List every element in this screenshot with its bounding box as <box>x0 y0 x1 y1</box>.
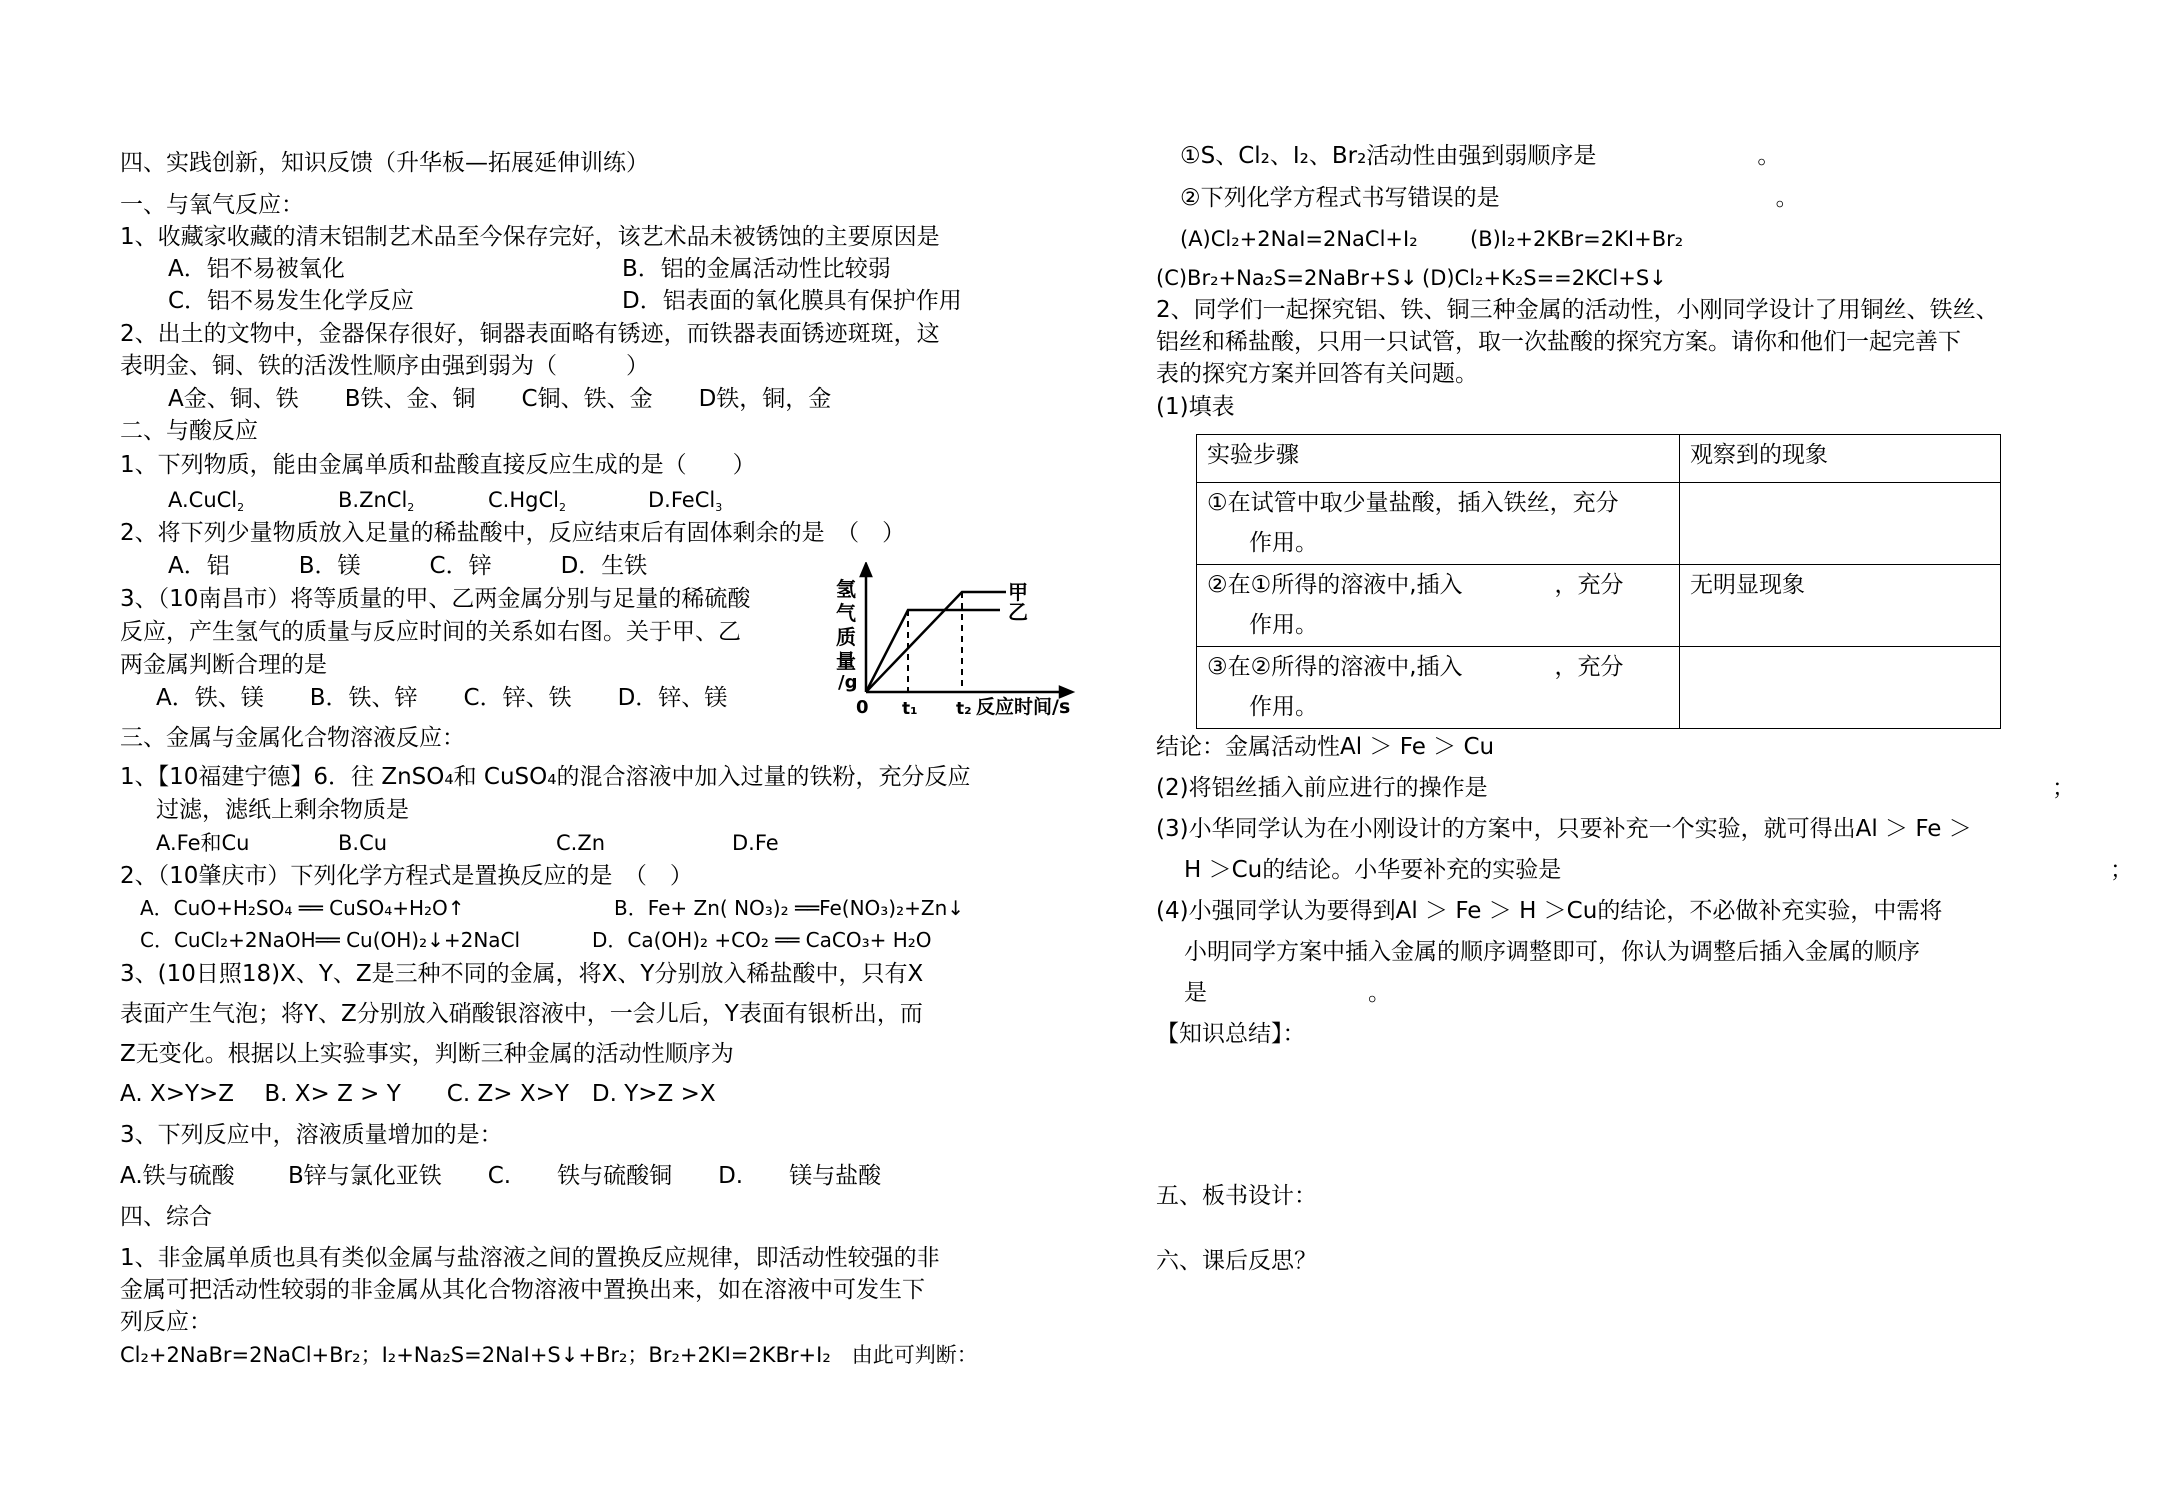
fill-table-label: (1)填表 <box>1156 394 1235 420</box>
sol-q1-option-a: A.Fe和Cu <box>156 831 250 855</box>
oxygen-section-title: 一、与氧气反应： <box>120 192 304 218</box>
graph-ylabel-4: 量 <box>836 649 856 673</box>
wrong-equation-question: ②下列化学方程式书写错误的是 。 <box>1180 185 1799 211</box>
acid-question-3-line1: 3、（10南昌市）将等质量的甲、乙两金属分别与足量的稀硫酸 <box>120 586 751 612</box>
q1-option-b: B．铝的金属活动性比较弱 <box>622 256 891 282</box>
observation-cell-2: 无明显现象 <box>1680 565 2001 647</box>
acid-q1-option-b: B.ZnCl$_2$ <box>338 488 415 514</box>
solution-section-title: 三、金属与金属化合物溶液反应： <box>120 725 465 751</box>
solution-question-4-options: A.铁与硫酸 B锌与氯化亚铁 C. 铁与硫酸铜 D. 镁与盐酸 <box>120 1163 882 1189</box>
part-2-end: ； <box>2052 775 2075 801</box>
acid-question-1: 1、下列物质，能由金属单质和盐酸直接反应生成的是（ ） <box>120 452 756 478</box>
graph-ylabel-2: 气 <box>836 601 856 625</box>
sol-q2-option-a: A．CuO+H₂SO₄ ══ CuSO₄+H₂O↑ <box>140 896 465 920</box>
section-4-title: 四、实践创新，知识反馈（升华板—拓展延伸训练） <box>120 150 649 176</box>
table-header-step: 实验步骤 <box>1197 435 1680 483</box>
part-3-line1: (3)小华同学认为在小刚设计的方案中，只要补充一个实验，就可得出Al ＞ Fe ＞ <box>1156 816 1972 842</box>
observation-cell-3[interactable] <box>1680 647 2001 729</box>
table-row <box>1197 647 2001 729</box>
step-cell-1 <box>1197 483 1680 565</box>
step-2-line1: ②在①所得的溶液中,插入 ，充分 <box>1207 572 1624 598</box>
step-3-line1: ③在②所得的溶液中,插入 ，充分 <box>1207 654 1624 680</box>
sol-q1-option-b: B.Cu <box>338 831 388 855</box>
part-4-line3: 是 。 <box>1184 980 1391 1006</box>
experiment-table <box>1196 434 2001 729</box>
hydrogen-mass-graph <box>830 562 1092 718</box>
graph-t2: t₂ <box>956 699 972 718</box>
equation-option-c: (C)Br₂+Na₂S=2NaBr+S↓ <box>1156 266 1418 290</box>
table-header-observation: 观察到的现象 <box>1680 435 2001 483</box>
acid-question-3-line3: 两金属判断合理的是 <box>120 652 327 678</box>
solution-question-3-line2: 表面产生气泡；将Y、Z分别放入硝酸银溶液中，一会儿后，Y表面有银析出，而 <box>120 1001 923 1027</box>
step-2-line2: 作用。 <box>1249 612 1318 638</box>
solution-question-1-line1: 1、【10福建宁德】6．往 ZnSO₄和 CuSO₄的混合溶液中加入过量的铁粉，充分反应 <box>120 764 971 790</box>
solution-question-3-line1: 3、(10日照18)X、Y、Z是三种不同的金属，将X、Y分别放入稀盐酸中，只有X <box>120 961 924 987</box>
graph-origin: 0 <box>856 697 869 718</box>
part-4-line1: (4)小强同学认为要得到Al ＞ Fe ＞ H ＞Cu的结论，不必做补充实验，中需将 <box>1156 898 1943 924</box>
equation-option-a: (A)Cl₂+2NaI=2NaCl+I₂ <box>1180 227 1418 251</box>
acid-question-3-line2: 反应，产生氢气的质量与反应时间的关系如右图。关于甲、乙 <box>120 619 741 645</box>
sol-q2-option-d: D．Ca(OH)₂ +CO₂ ══ CaCO₃+ H₂O <box>592 928 932 952</box>
section-5-title: 五、板书设计： <box>1156 1183 1317 1209</box>
graph-ylabel-3: 质 <box>836 625 856 649</box>
halogen-order-question: ①S、Cl₂、I₂、Br₂活动性由强到弱顺序是 。 <box>1180 143 1781 169</box>
step-1-line2: 作用。 <box>1249 530 1318 556</box>
acid-question-3-options: A．铁、镁 B．铁、锌 C．锌、铁 D．锌、镁 <box>156 685 728 711</box>
sol-q1-option-d: D.Fe <box>732 831 779 855</box>
q1-option-a: A．铝不易被氧化 <box>168 256 345 282</box>
solution-question-2: 2、（10肇庆市）下列化学方程式是置换反应的是 （ ） <box>120 863 693 889</box>
section-6-title: 六、课后反思？ <box>1156 1248 1317 1274</box>
graph-xlabel: 反应时间/s <box>976 696 1071 718</box>
comprehensive-question-1-line2: 金属可把活动性较弱的非金属从其化合物溶液中置换出来，如在溶液中可发生下 <box>120 1277 925 1303</box>
comprehensive-reactions: Cl₂+2NaBr=2NaCl+Br₂；I₂+Na₂S=2NaI+S↓+Br₂；Br₂+2KI=2KBr+I₂ 由此可判断： <box>120 1343 978 1367</box>
acid-q1-option-a: A.CuCl$_2$ <box>168 488 245 514</box>
conclusion: 结论：金属活动性Al ＞ Fe ＞ Cu <box>1156 734 1495 760</box>
acid-question-2: 2、将下列少量物质放入足量的稀盐酸中，反应结束后有固体剩余的是 （ ） <box>120 520 906 546</box>
question-2-line2: 表明金、铜、铁的活泼性顺序由强到弱为（ ） <box>120 353 649 379</box>
acid-q1-option-c: C.HgCl$_2$ <box>488 488 566 514</box>
part-4-line2: 小明同学方案中插入金属的顺序调整即可，你认为调整后插入金属的顺序 <box>1184 939 1920 965</box>
question-2-line1: 2、出土的文物中，金器保存很好，铜器表面略有锈迹，而铁器表面锈迹斑斑，这 <box>120 321 940 347</box>
observation-cell-1[interactable] <box>1680 483 2001 565</box>
part-2-question: (2)将铝丝插入前应进行的操作是 <box>1156 775 1488 801</box>
comprehensive-question-1-line1: 1、非金属单质也具有类似金属与盐溶液之间的置换反应规律，即活动性较强的非 <box>120 1245 940 1271</box>
graph-ylabel-5: /g <box>838 672 858 693</box>
solution-question-4: 3、下列反应中，溶液质量增加的是： <box>120 1122 503 1148</box>
knowledge-summary: 【知识总结】： <box>1156 1021 1306 1047</box>
acid-section-title: 二、与酸反应 <box>120 418 258 444</box>
solution-question-3-line3: Z无变化。根据以上实验事实，判断三种金属的活动性顺序为 <box>120 1041 734 1067</box>
step-3-line2: 作用。 <box>1249 694 1318 720</box>
question-2-options: A金、铜、铁 B铁、金、铜 C铜、铁、金 D铁，铜，金 <box>168 386 832 412</box>
part-3-line2: H ＞Cu的结论。小华要补充的实验是 <box>1184 857 1562 883</box>
step-1-line1: ①在试管中取少量盐酸，插入铁丝，充分 <box>1207 490 1619 516</box>
graph-t1: t₁ <box>902 699 918 718</box>
solution-question-1-line2: 过滤，滤纸上剩余物质是 <box>156 797 409 823</box>
step-cell-3 <box>1197 647 1680 729</box>
sol-q1-option-c: C.Zn <box>556 831 606 855</box>
comprehensive-section-title: 四、综合 <box>120 1204 212 1230</box>
equation-option-b: (B)I₂+2KBr=2KI+Br₂ <box>1470 227 1684 251</box>
sol-q2-option-b: B．Fe+ Zn( NO₃)₂ ══Fe(NO₃)₂+Zn↓ <box>614 896 965 920</box>
question-1: 1、收藏家收藏的清末铝制艺术品至今保存完好，该艺术品未被锈蚀的主要原因是 <box>120 224 940 250</box>
sol-q2-option-c: C．CuCl₂+2NaOH══ Cu(OH)₂↓+2NaCl <box>140 928 521 952</box>
q1-option-c: C．铝不易发生化学反应 <box>168 288 415 314</box>
comprehensive-question-1-line3: 列反应： <box>120 1309 212 1335</box>
equation-option-d: (D)Cl₂+K₂S==2KCl+S↓ <box>1422 266 1667 290</box>
table-row <box>1197 565 2001 647</box>
q1-option-d: D．铝表面的氧化膜具有保护作用 <box>622 288 962 314</box>
table-row <box>1197 483 2001 565</box>
explore-question-line3: 表的探究方案并回答有关问题。 <box>1156 361 1478 387</box>
explore-question-line2: 铝丝和稀盐酸，只用一只试管，取一次盐酸的探究方案。请你和他们一起完善下 <box>1156 329 1961 355</box>
acid-question-2-options: A．铝 B．镁 C．锌 D．生铁 <box>168 553 648 579</box>
solution-question-3-options: A. X>Y>Z B. X> Z > Y C. Z> X>Y D. Y>Z >X <box>120 1081 716 1107</box>
graph-label-yi: 乙 <box>1008 600 1028 624</box>
step-cell-2 <box>1197 565 1680 647</box>
acid-q1-option-d: D.FeCl$_3$ <box>648 488 723 514</box>
explore-question-line1: 2、同学们一起探究铝、铁、铜三种金属的活动性，小刚同学设计了用铜丝、铁丝、 <box>1156 297 1999 323</box>
part-3-end: ； <box>2110 857 2133 883</box>
graph-ylabel-1: 氢 <box>836 577 856 601</box>
graph-label-jia: 甲 <box>1008 580 1028 604</box>
